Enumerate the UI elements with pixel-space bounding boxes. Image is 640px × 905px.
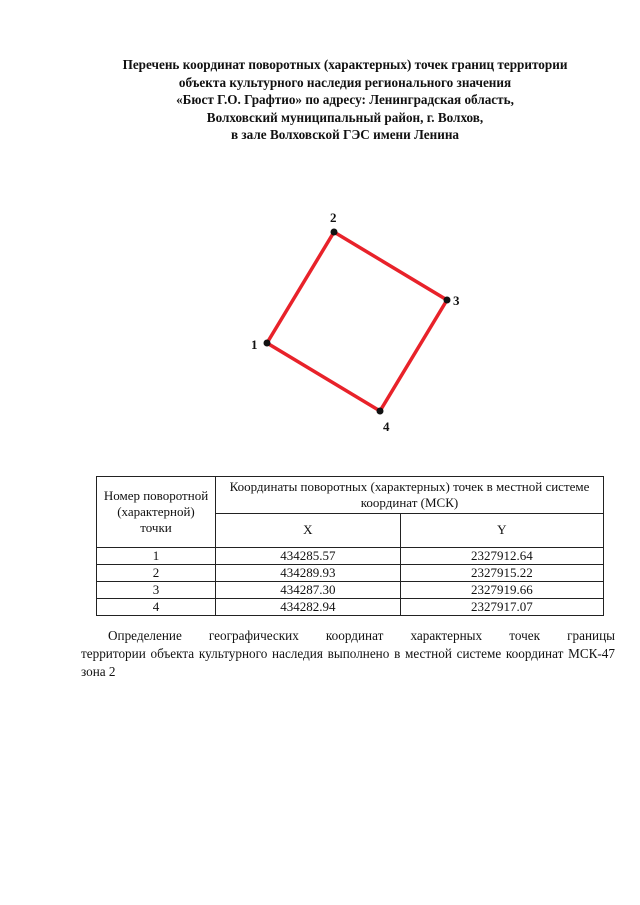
point-label-1: 1 <box>251 337 258 352</box>
table-row <box>97 582 604 599</box>
point-number-header: Номер поворотной (характерной) точки <box>97 477 216 548</box>
boundary-point-2 <box>331 229 338 236</box>
point-label-4: 4 <box>383 419 390 434</box>
y-value: 2327915.22 <box>400 565 603 582</box>
x-value: 434282.94 <box>216 599 401 616</box>
y-header: Y <box>400 513 603 547</box>
boundary-polygon <box>267 232 447 411</box>
boundary-point-3 <box>444 297 451 304</box>
note-paragraph-rest: территории объекта культурного наследия выполнено в местной системе координат МСК-47 зона 2 <box>81 646 615 679</box>
point-label-3: 3 <box>453 293 460 308</box>
point-number: 3 <box>97 582 216 599</box>
title-line: в зале Волховской ГЭС имени Ленина <box>230 127 460 142</box>
y-value: 2327917.07 <box>400 599 603 616</box>
x-value: 434285.57 <box>216 548 401 565</box>
x-header: X <box>216 513 401 547</box>
title-line: Волховский муниципальный район, г. Волхов, <box>206 109 484 125</box>
point-label-2: 2 <box>330 210 337 225</box>
note-paragraph-first-line: Определение географических координат характерных точек границы <box>108 628 615 643</box>
y-value: 2327912.64 <box>400 548 603 565</box>
boundary-point-1 <box>264 340 271 347</box>
coordinates-table <box>96 476 604 616</box>
table-header-row <box>97 477 604 514</box>
point-number: 2 <box>97 565 216 582</box>
x-value: 434289.93 <box>216 565 401 582</box>
title-line: Перечень координат поворотных (характерных) точек границ территории <box>122 57 568 72</box>
point-number: 1 <box>97 548 216 565</box>
table-row <box>97 565 604 582</box>
title-line: объекта культурного наследия регионального значения <box>178 74 512 90</box>
y-value: 2327919.66 <box>400 582 603 599</box>
coordinates-header: Координаты поворотных (характерных) точек в местной системе координат (МСК) <box>216 477 604 514</box>
boundary-point-4 <box>377 408 384 415</box>
table-row <box>97 548 604 565</box>
point-number: 4 <box>97 599 216 616</box>
title-line: «Бюст Г.О. Графтио» по адресу: Ленинградская область, <box>176 92 514 107</box>
table-row <box>97 599 604 616</box>
x-value: 434287.30 <box>216 582 401 599</box>
